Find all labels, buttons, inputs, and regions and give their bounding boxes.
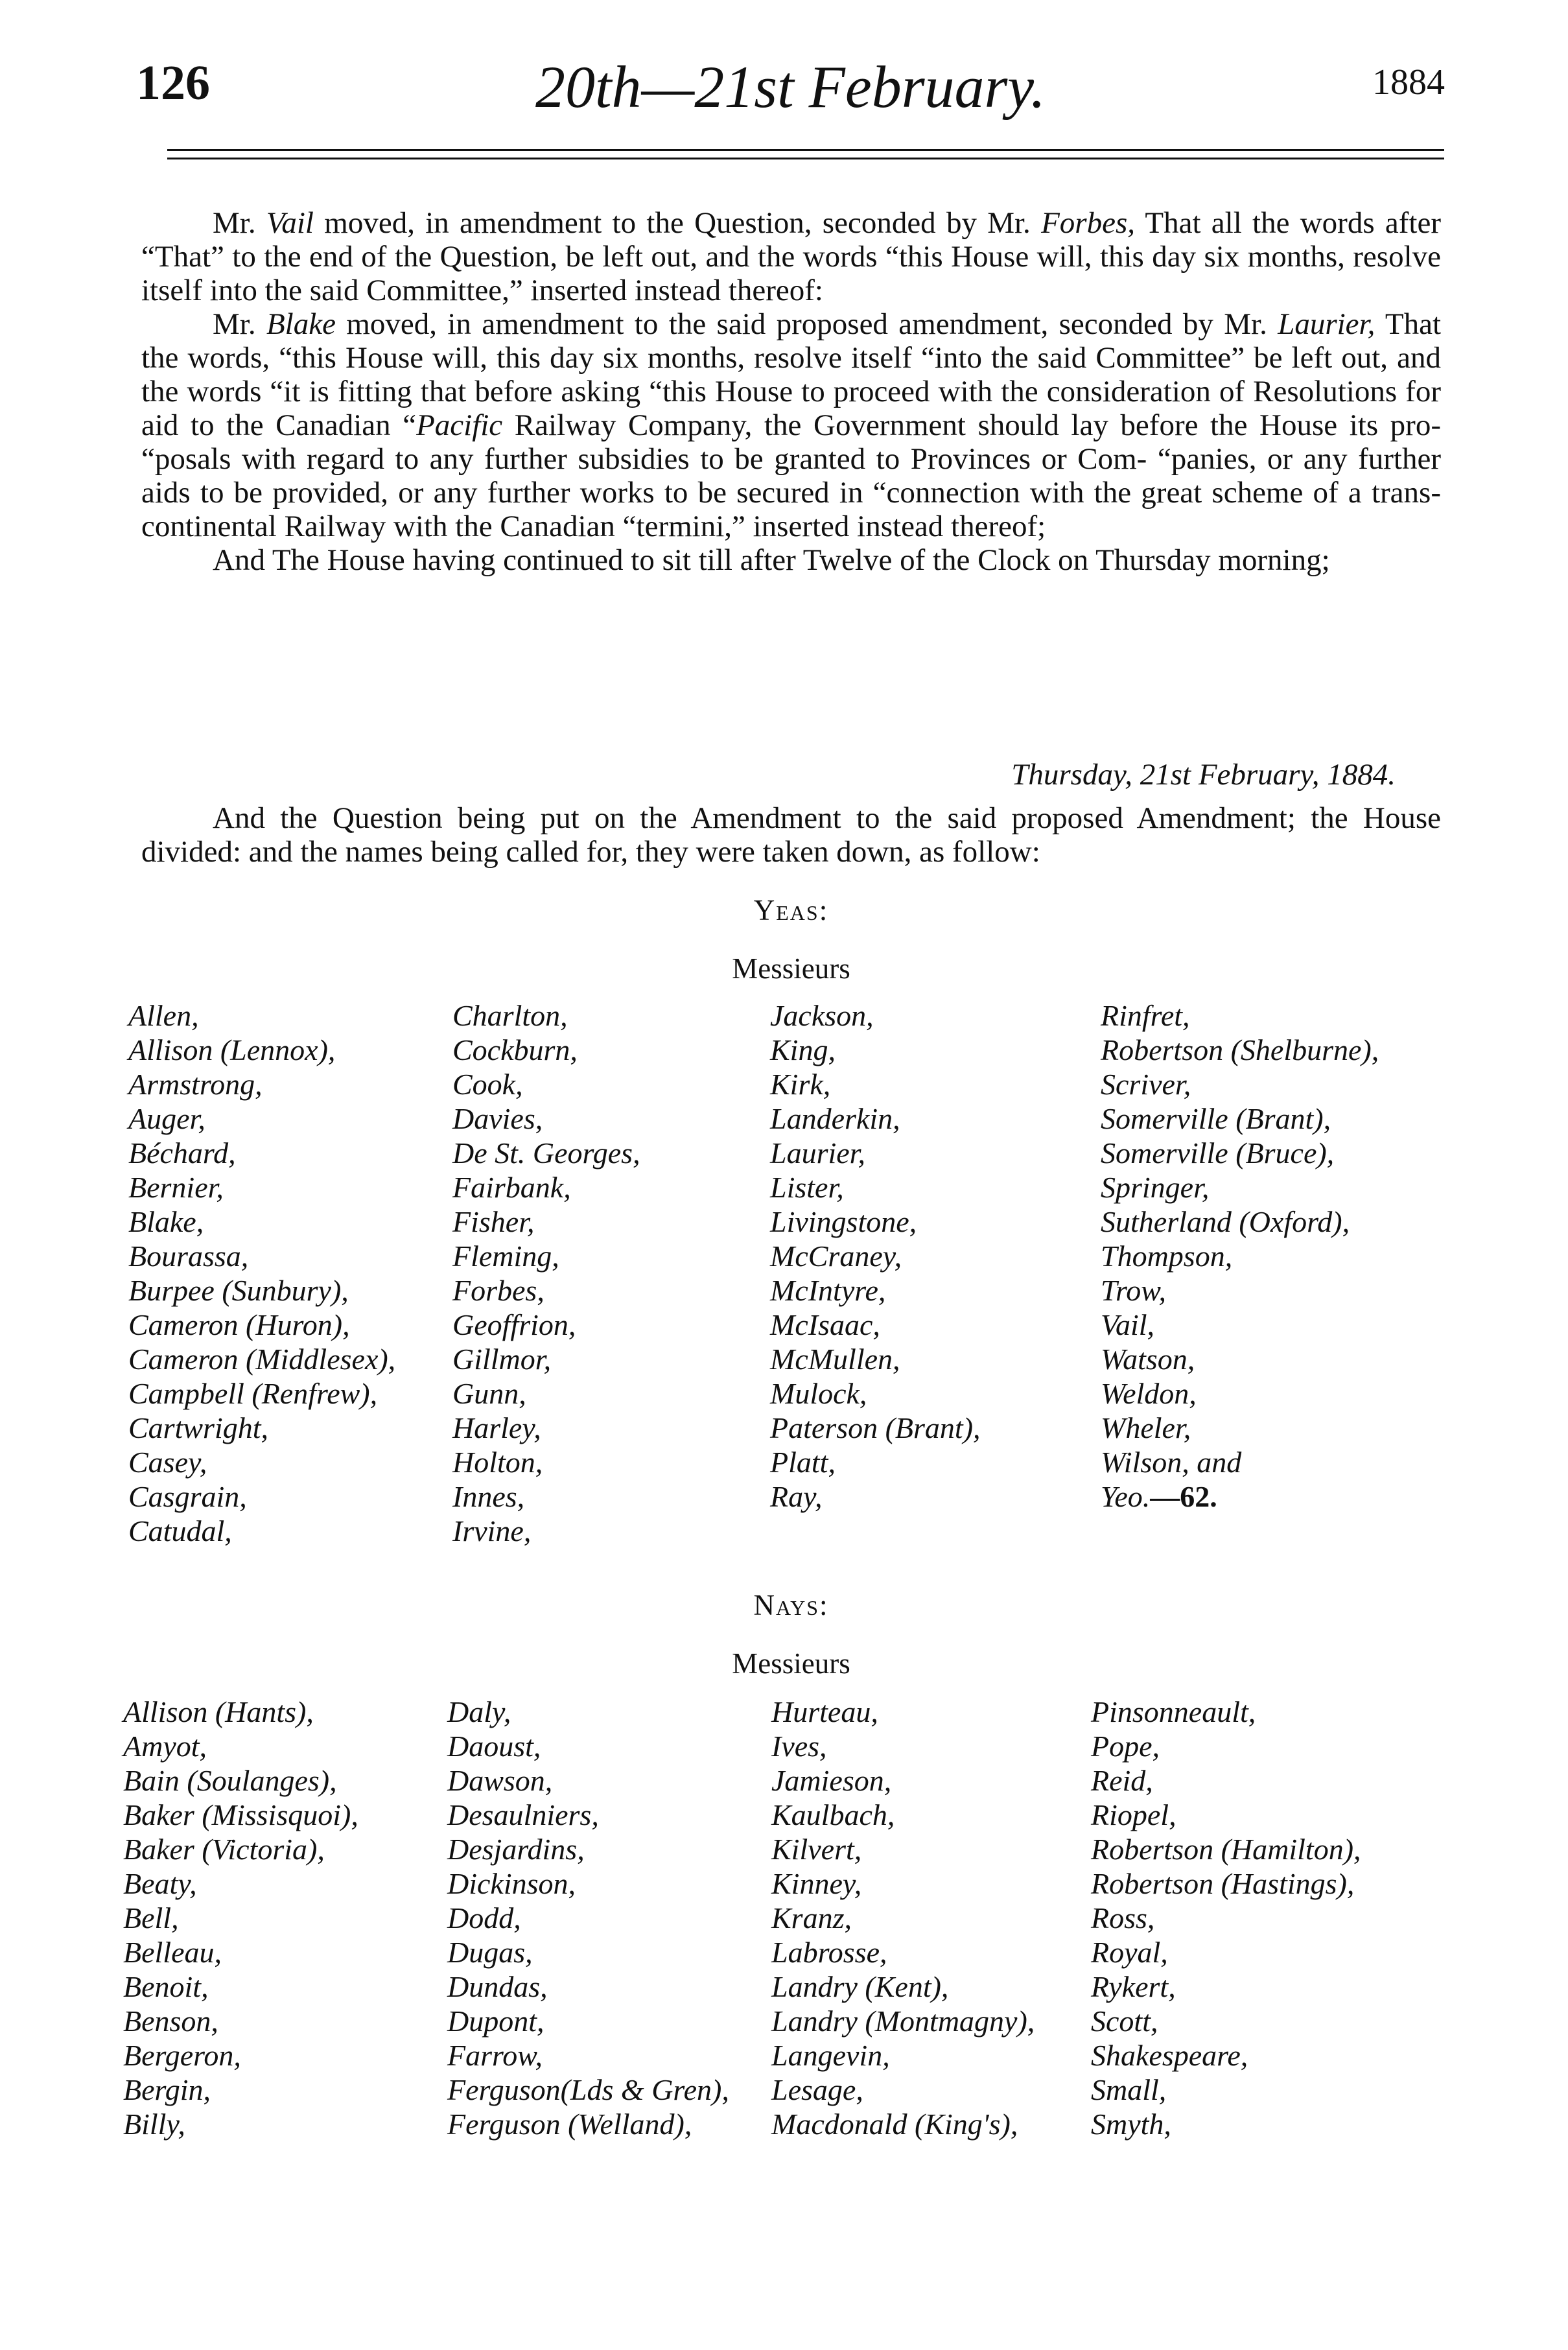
list-item: Landerkin, [770, 1102, 900, 1135]
list-item: Laurier, [770, 1136, 865, 1169]
list-item: Cartwright, [128, 1411, 269, 1444]
list-item: Robertson (Shelburne), [1101, 1033, 1379, 1066]
list-item: Baker (Victoria), [123, 1833, 325, 1866]
list-item: Robertson (Hamilton), [1091, 1833, 1361, 1866]
list-item: Riopel, [1091, 1798, 1176, 1831]
list-item: Allen, [128, 999, 199, 1032]
list-item: Ferguson(Lds & Gren), [447, 2073, 729, 2106]
list-item: Landry (Montmagny), [771, 2004, 1035, 2038]
list-item: Holton, [452, 1446, 543, 1479]
list-item: Benoit, [123, 1970, 209, 2003]
list-item: Fairbank, [452, 1171, 571, 1204]
list-item: Shakespeare, [1091, 2039, 1248, 2072]
division-paragraph-wrap [141, 801, 1441, 869]
list-item: Irvine, [452, 1514, 532, 1547]
list-item: Somerville (Brant), [1101, 1102, 1331, 1135]
list-item: Ferguson (Welland), [447, 2108, 692, 2141]
yeas-column-4 [1101, 998, 1379, 1514]
list-item: Somerville (Bruce), [1101, 1136, 1335, 1169]
list-item: Béchard, [128, 1136, 236, 1169]
list-item: Desjardins, [447, 1833, 585, 1866]
list-item: Platt, [770, 1446, 836, 1479]
list-item: Catudal, [128, 1514, 232, 1547]
list-item: Blake, [128, 1205, 204, 1238]
list-item: Reid, [1091, 1764, 1153, 1797]
member-name: Vail [266, 206, 314, 240]
nays-column-1 [123, 1695, 358, 2141]
list-item: Small, [1091, 2073, 1167, 2106]
list-item: Kranz, [771, 1901, 852, 1934]
list-item: Desaulniers, [447, 1798, 599, 1831]
list-item: Daly, [447, 1695, 511, 1728]
list-item: Labrosse, [771, 1936, 887, 1969]
yeas-final-entry: Yeo.—62. [1101, 1480, 1217, 1513]
list-item: Allison (Hants), [123, 1695, 314, 1728]
list-item: Amyot, [123, 1730, 207, 1763]
list-item: Dugas, [447, 1936, 533, 1969]
header-rule-top [167, 149, 1444, 151]
list-item: Robertson (Hastings), [1091, 1867, 1355, 1900]
nays-messieurs: Messieurs [732, 1647, 850, 1680]
list-item: Cameron (Middlesex), [128, 1343, 396, 1376]
list-item: Dawson, [447, 1764, 553, 1797]
list-item: McIsaac, [770, 1308, 880, 1341]
nays-heading: Nays: [753, 1589, 829, 1621]
list-item: Gillmor, [452, 1343, 552, 1376]
sitting-continued-paragraph: And The House having continued to sit till after Twelve of the Clock on Thursday morning; [213, 543, 1330, 577]
list-item: Langevin, [771, 2039, 890, 2072]
header-rule-bottom [167, 158, 1444, 159]
list-item: Bell, [123, 1901, 179, 1934]
list-item: McMullen, [770, 1343, 900, 1376]
page-number: 126 [136, 56, 210, 110]
list-item: Bergin, [123, 2073, 211, 2106]
member-name: Laurier, [1278, 307, 1375, 341]
list-item: Vail, [1101, 1308, 1155, 1341]
nays-column-2 [447, 1695, 729, 2141]
list-item: Dodd, [447, 1901, 521, 1934]
list-item: Royal, [1091, 1936, 1168, 1969]
list-item: Campbell (Renfrew), [128, 1377, 378, 1410]
list-item: Kaulbach, [771, 1798, 895, 1831]
member-name: Blake [266, 307, 336, 341]
list-item: De St. Georges, [452, 1136, 640, 1169]
list-item: Dupont, [447, 2004, 544, 2038]
list-item: Trow, [1101, 1274, 1167, 1307]
list-item: Fisher, [452, 1205, 535, 1238]
page-header [136, 55, 1445, 126]
proceedings-text [141, 206, 1441, 577]
list-item: Cockburn, [452, 1033, 578, 1066]
list-item: Cameron (Huron), [128, 1308, 350, 1341]
list-item: Kinney, [771, 1867, 862, 1900]
list-item: Bernier, [128, 1171, 224, 1204]
list-item: Baker (Missisquoi), [123, 1798, 358, 1831]
list-item: Bourassa, [128, 1240, 249, 1273]
list-item: Belleau, [123, 1936, 222, 1969]
list-item: Sutherland (Oxford), [1101, 1205, 1350, 1238]
list-item: Livingstone, [770, 1205, 917, 1238]
list-item: Lesage, [771, 2073, 863, 2106]
list-item: Bain (Soulanges), [123, 1764, 337, 1797]
list-item: Beaty, [123, 1867, 197, 1900]
yeas-heading: Yeas: [753, 894, 829, 926]
list-item: McCraney, [770, 1240, 902, 1273]
header-year: 1884 [1372, 62, 1445, 102]
list-item: Landry (Kent), [771, 1970, 949, 2003]
division-paragraph: And the Question being put on the Amendment to the said proposed Amendment; the House divided: and the names being called for, they were taken down, as follow: [141, 801, 1441, 869]
list-item: Gunn, [452, 1377, 526, 1410]
list-item: Davies, [452, 1102, 543, 1135]
dateline: Thursday, 21st February, 1884. [1011, 758, 1396, 792]
nays-column-3 [771, 1695, 1035, 2141]
list-item: Kirk, [770, 1068, 831, 1101]
blake-amendment-paragraph: Mr. Blake moved, in amendment to the said proposed amendment, seconded by Mr. Laurier, That the words, “this House will, this day six months, resolve itself “into the said Committee” be left out, and the words “it is fitting that before asking “this House to proceed with the consideration of Resolutions for aid to the Canadian “Pacific Railway Company, the Government should lay before the House its pro- “posals with regard to any further subsidies to be granted to Provinces or Com- “panies, or any further aids to be provided, or any further works to be secured in “connection with the great scheme of a trans-continental Railway with the Canadian “termini,” inserted instead thereof; [141, 307, 1442, 543]
vail-amendment-paragraph: Mr. Vail moved, in amendment to the Question, seconded by Mr. Forbes, That all the words after “That” to the end of the Question, be left out, and the words “this House will, this day six months, resolve itself into the said Committee,” inserted instead thereof: [141, 206, 1441, 307]
list-item: Charlton, [452, 999, 568, 1032]
list-item: Wheler, [1101, 1411, 1191, 1444]
list-item: Geoffrion, [452, 1308, 576, 1341]
list-item: Allison (Lennox), [128, 1033, 336, 1066]
list-item: Forbes, [452, 1274, 544, 1307]
list-item: Kilvert, [771, 1833, 862, 1866]
list-item: Wilson, and [1101, 1446, 1242, 1479]
list-item: Pinsonneault, [1091, 1695, 1256, 1728]
list-item: Pope, [1091, 1730, 1160, 1763]
running-head-title: 20th—21st February. [535, 54, 1046, 120]
nays-column-4 [1091, 1695, 1361, 2141]
list-item: Auger, [128, 1102, 205, 1135]
list-item: Thompson, [1101, 1240, 1233, 1273]
list-item: Armstrong, [128, 1068, 263, 1101]
list-item: Macdonald (King's), [771, 2108, 1018, 2141]
list-item: Jackson, [770, 999, 874, 1032]
list-item: Bergeron, [123, 2039, 241, 2072]
list-item: Springer, [1101, 1171, 1210, 1204]
list-item: Dundas, [447, 1970, 548, 2003]
yeas-column-2 [452, 998, 640, 1548]
list-item: Harley, [452, 1411, 541, 1444]
list-item: Mulock, [770, 1377, 867, 1410]
list-item: Casgrain, [128, 1480, 247, 1513]
list-item: Hurteau, [771, 1695, 878, 1728]
yeas-total: —62. [1150, 1480, 1217, 1513]
list-item: McIntyre, [770, 1274, 886, 1307]
member-name: Forbes, [1041, 206, 1135, 240]
list-item: Cook, [452, 1068, 523, 1101]
list-item: Rykert, [1091, 1970, 1176, 2003]
yeas-messieurs: Messieurs [732, 952, 850, 985]
list-item: Paterson (Brant), [770, 1411, 981, 1444]
list-item: Casey, [128, 1446, 207, 1479]
list-item: Ross, [1091, 1901, 1155, 1934]
list-item: Rinfret, [1101, 999, 1190, 1032]
list-item: Weldon, [1101, 1377, 1197, 1410]
list-item: Innes, [452, 1480, 525, 1513]
list-item: Smyth, [1091, 2108, 1171, 2141]
list-item: Billy, [123, 2108, 185, 2141]
list-item: Lister, [770, 1171, 844, 1204]
yeas-column-1 [128, 998, 395, 1548]
list-item: Farrow, [447, 2039, 543, 2072]
list-item: Scriver, [1101, 1068, 1191, 1101]
list-item: Ives, [771, 1730, 827, 1763]
list-item: Watson, [1101, 1343, 1195, 1376]
list-item: Jamieson, [771, 1764, 892, 1797]
list-item: Daoust, [447, 1730, 541, 1763]
list-item: King, [770, 1033, 836, 1066]
list-item: Dickinson, [447, 1867, 576, 1900]
list-item: Benson, [123, 2004, 218, 2038]
yeas-column-3 [770, 998, 981, 1514]
list-item: Ray, [770, 1480, 823, 1513]
list-item: Scott, [1091, 2004, 1158, 2038]
list-item: Burpee (Sunbury), [128, 1274, 349, 1307]
list-item: Fleming, [452, 1240, 559, 1273]
